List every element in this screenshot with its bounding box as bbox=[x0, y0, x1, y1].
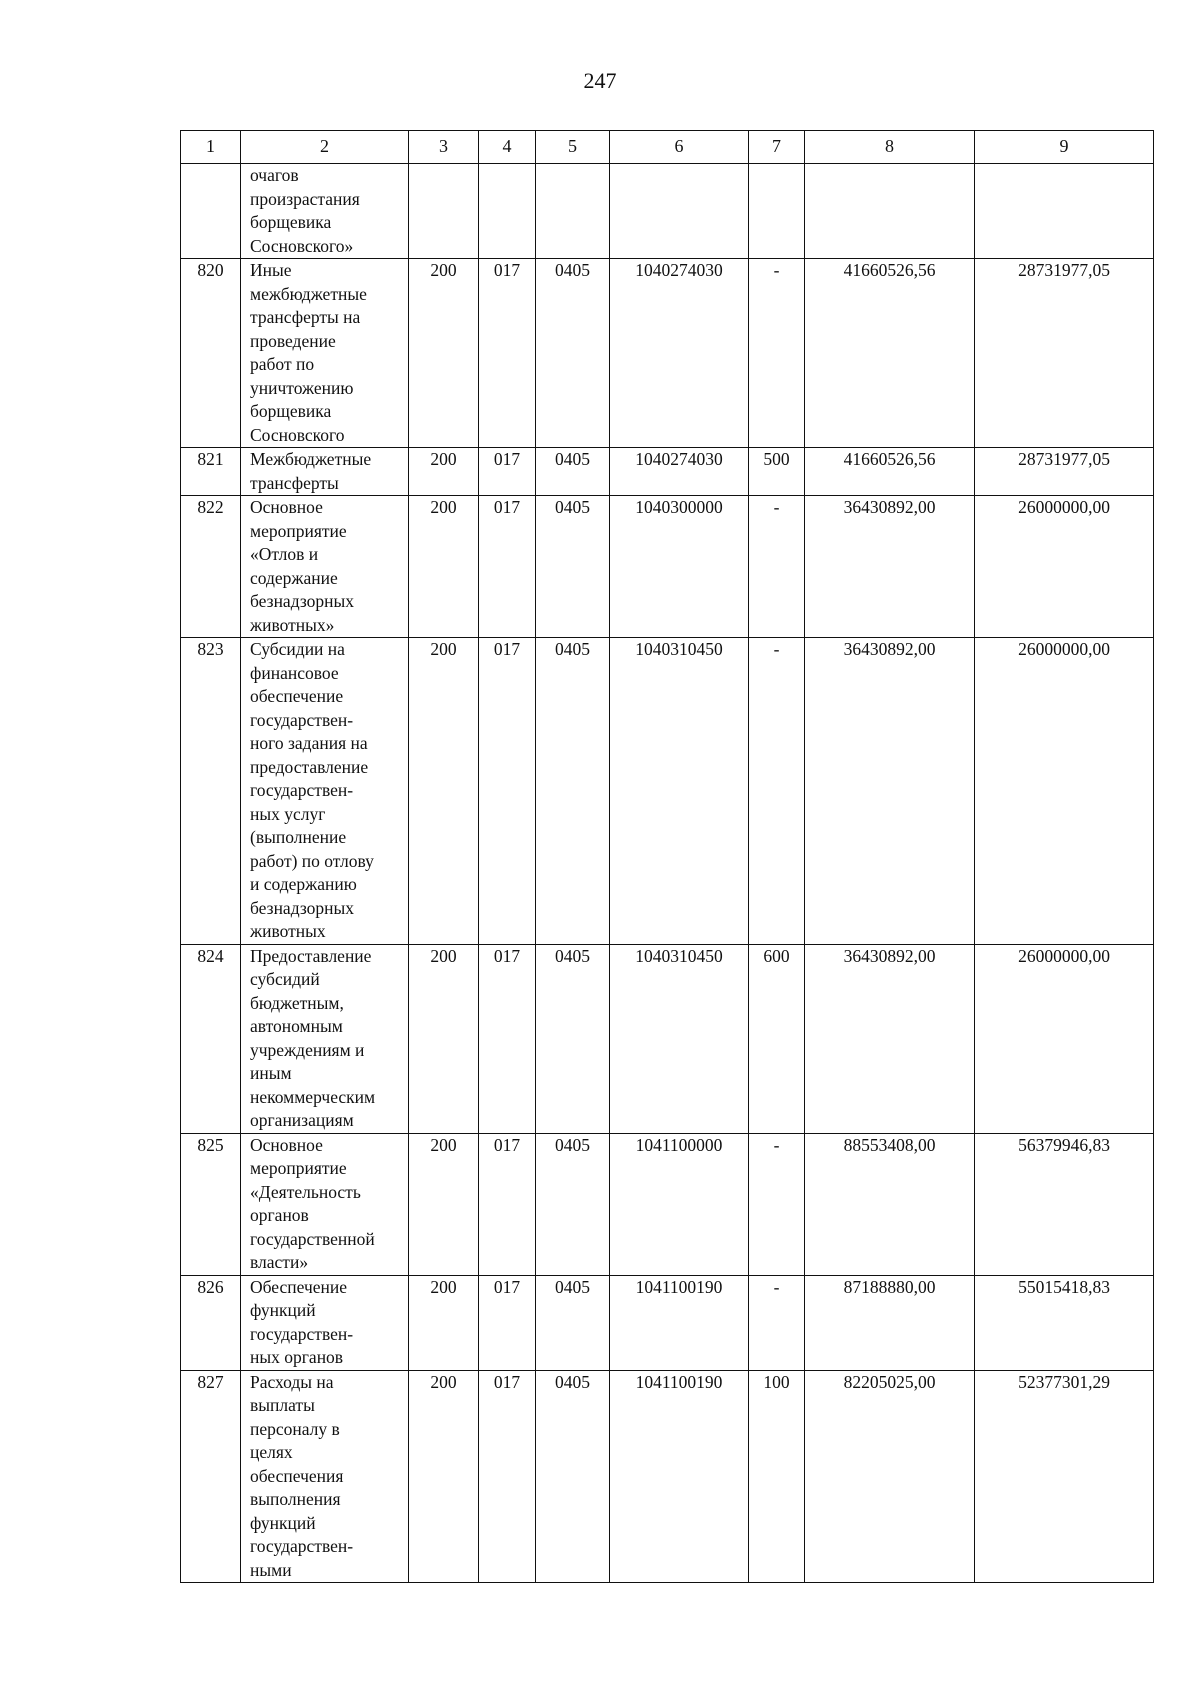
cell-col7 bbox=[749, 164, 805, 259]
cell-col4: 017 bbox=[479, 496, 536, 638]
table-row bbox=[181, 1370, 1154, 1583]
row-description: Иные межбюджетные трансферты на проведение работ по уничтожению борщевика Сосновского bbox=[241, 259, 409, 448]
row-number: 824 bbox=[181, 944, 241, 1133]
row-description: Межбюджетные трансферты bbox=[241, 448, 409, 496]
cell-col8: 36430892,00 bbox=[805, 496, 975, 638]
cell-col8: 36430892,00 bbox=[805, 944, 975, 1133]
cell-col7: 600 bbox=[749, 944, 805, 1133]
table-row bbox=[181, 259, 1154, 448]
cell-col9: 26000000,00 bbox=[975, 944, 1154, 1133]
row-description: Предоставление субсидий бюджетным, автономным учреждениям и иным некоммерческим организациям bbox=[241, 944, 409, 1133]
cell-col8: 82205025,00 bbox=[805, 1370, 975, 1583]
cell-col8: 41660526,56 bbox=[805, 259, 975, 448]
column-header-2: 2 bbox=[241, 131, 409, 164]
row-number: 822 bbox=[181, 496, 241, 638]
column-header-3: 3 bbox=[409, 131, 479, 164]
cell-col4: 017 bbox=[479, 448, 536, 496]
cell-col6: 1040310450 bbox=[610, 638, 749, 945]
cell-col9 bbox=[975, 164, 1154, 259]
cell-col6: 1040274030 bbox=[610, 259, 749, 448]
cell-col6: 1040310450 bbox=[610, 944, 749, 1133]
cell-col4 bbox=[479, 164, 536, 259]
column-header-6: 6 bbox=[610, 131, 749, 164]
table-row bbox=[181, 496, 1154, 638]
row-number: 821 bbox=[181, 448, 241, 496]
cell-col4: 017 bbox=[479, 944, 536, 1133]
table-row bbox=[181, 448, 1154, 496]
column-header-5: 5 bbox=[536, 131, 610, 164]
cell-col9: 56379946,83 bbox=[975, 1133, 1154, 1275]
table-row bbox=[181, 1275, 1154, 1370]
cell-col5: 0405 bbox=[536, 638, 610, 945]
row-number: 823 bbox=[181, 638, 241, 945]
row-number: 825 bbox=[181, 1133, 241, 1275]
cell-col3: 200 bbox=[409, 638, 479, 945]
cell-col8: 41660526,56 bbox=[805, 448, 975, 496]
row-description: очагов произрастания борщевика Сосновского» bbox=[241, 164, 409, 259]
row-number: 827 bbox=[181, 1370, 241, 1583]
column-header-7: 7 bbox=[749, 131, 805, 164]
row-description: Обеспечение функций государствен- ных органов bbox=[241, 1275, 409, 1370]
cell-col5: 0405 bbox=[536, 259, 610, 448]
cell-col5: 0405 bbox=[536, 1370, 610, 1583]
cell-col6: 1041100190 bbox=[610, 1370, 749, 1583]
column-header-8: 8 bbox=[805, 131, 975, 164]
row-description: Расходы на выплаты персоналу в целях обеспечения выполнения функций государствен- ными bbox=[241, 1370, 409, 1583]
cell-col7: - bbox=[749, 496, 805, 638]
cell-col3: 200 bbox=[409, 259, 479, 448]
cell-col6: 1040274030 bbox=[610, 448, 749, 496]
cell-col9: 28731977,05 bbox=[975, 448, 1154, 496]
table-row bbox=[181, 638, 1154, 945]
row-number: 820 bbox=[181, 259, 241, 448]
header-row bbox=[181, 131, 1154, 164]
cell-col3: 200 bbox=[409, 1275, 479, 1370]
table-header bbox=[181, 131, 1154, 164]
cell-col3: 200 bbox=[409, 944, 479, 1133]
row-number: 826 bbox=[181, 1275, 241, 1370]
cell-col9: 55015418,83 bbox=[975, 1275, 1154, 1370]
row-description: Субсидии на финансовое обеспечение государствен- ного задания на предоставление государствен- ных услуг (выполнение работ) по отлову и содержанию безнадзорных животных bbox=[241, 638, 409, 945]
cell-col4: 017 bbox=[479, 1133, 536, 1275]
cell-col4: 017 bbox=[479, 1370, 536, 1583]
cell-col3: 200 bbox=[409, 1133, 479, 1275]
cell-col7: 100 bbox=[749, 1370, 805, 1583]
cell-col7: - bbox=[749, 259, 805, 448]
cell-col7: - bbox=[749, 1275, 805, 1370]
cell-col6: 1041100190 bbox=[610, 1275, 749, 1370]
cell-col6: 1040300000 bbox=[610, 496, 749, 638]
cell-col8: 87188880,00 bbox=[805, 1275, 975, 1370]
cell-col4: 017 bbox=[479, 1275, 536, 1370]
cell-col9: 26000000,00 bbox=[975, 638, 1154, 945]
cell-col3: 200 bbox=[409, 496, 479, 638]
budget-table bbox=[180, 130, 1154, 1583]
cell-col7: - bbox=[749, 1133, 805, 1275]
table-row bbox=[181, 944, 1154, 1133]
column-header-1: 1 bbox=[181, 131, 241, 164]
cell-col3: 200 bbox=[409, 1370, 479, 1583]
cell-col8: 88553408,00 bbox=[805, 1133, 975, 1275]
cell-col9: 28731977,05 bbox=[975, 259, 1154, 448]
cell-col6: 1041100000 bbox=[610, 1133, 749, 1275]
cell-col7: - bbox=[749, 638, 805, 945]
table-row bbox=[181, 164, 1154, 259]
row-description: Основное мероприятие «Отлов и содержание безнадзорных животных» bbox=[241, 496, 409, 638]
column-header-4: 4 bbox=[479, 131, 536, 164]
cell-col9: 52377301,29 bbox=[975, 1370, 1154, 1583]
cell-col7: 500 bbox=[749, 448, 805, 496]
cell-col8: 36430892,00 bbox=[805, 638, 975, 945]
cell-col3: 200 bbox=[409, 448, 479, 496]
row-number bbox=[181, 164, 241, 259]
column-header-9: 9 bbox=[975, 131, 1154, 164]
page-number: 247 bbox=[583, 68, 617, 93]
cell-col4: 017 bbox=[479, 259, 536, 448]
cell-col3 bbox=[409, 164, 479, 259]
cell-col5: 0405 bbox=[536, 496, 610, 638]
cell-col5: 0405 bbox=[536, 1133, 610, 1275]
table-row bbox=[181, 1133, 1154, 1275]
row-description: Основное мероприятие «Деятельность органов государственной власти» bbox=[241, 1133, 409, 1275]
cell-col9: 26000000,00 bbox=[975, 496, 1154, 638]
cell-col4: 017 bbox=[479, 638, 536, 945]
cell-col5: 0405 bbox=[536, 944, 610, 1133]
cell-col5 bbox=[536, 164, 610, 259]
cell-col5: 0405 bbox=[536, 1275, 610, 1370]
cell-col6 bbox=[610, 164, 749, 259]
cell-col5: 0405 bbox=[536, 448, 610, 496]
table-body bbox=[181, 164, 1154, 1583]
cell-col8 bbox=[805, 164, 975, 259]
